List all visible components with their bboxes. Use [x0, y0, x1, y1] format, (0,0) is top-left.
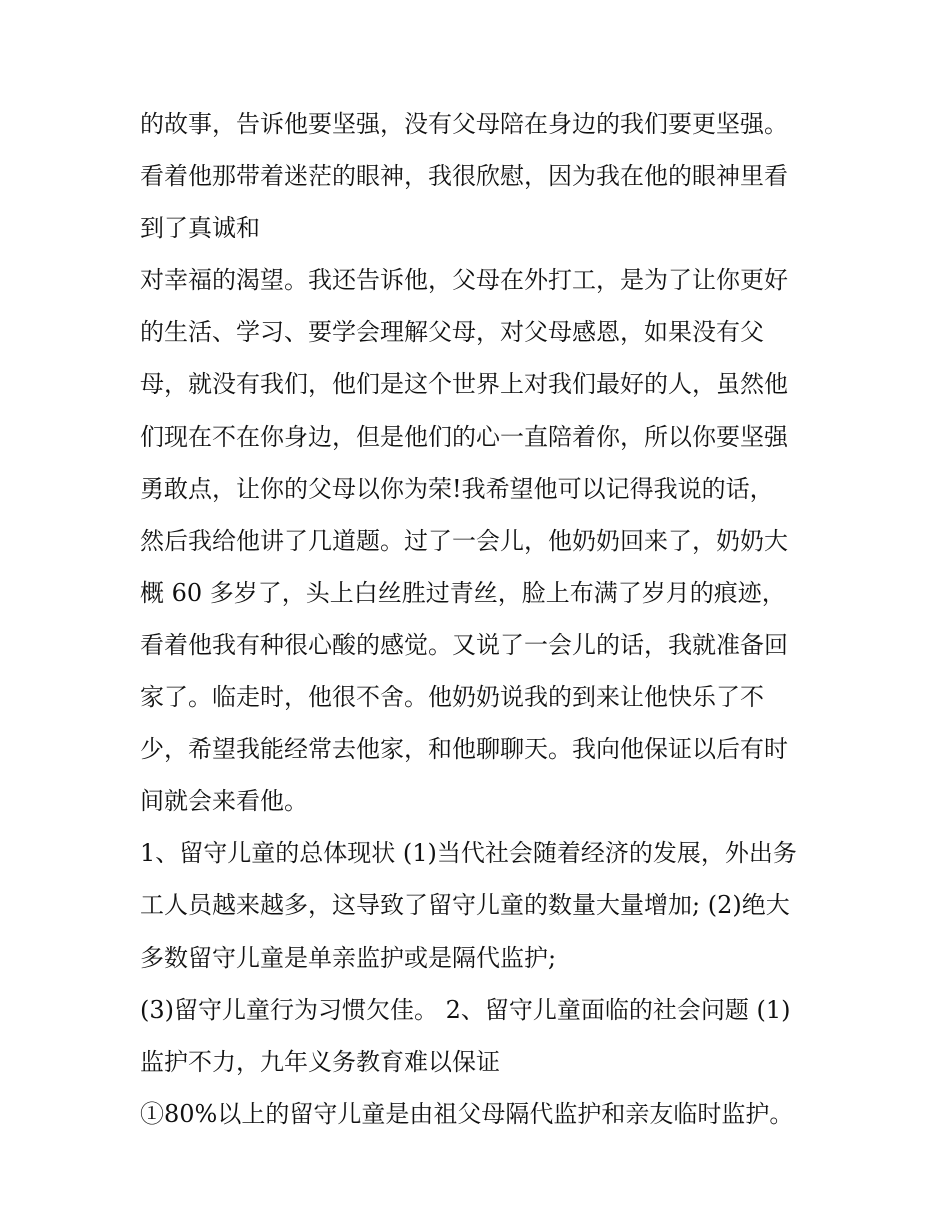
text-line: 家了。临走时，他很不舍。他奶奶说我的到来让他快乐了不 — [140, 683, 764, 712]
text-line: 概 60 多岁了，头上白丝胜过青丝，脸上布满了岁月的痕迹， — [140, 578, 786, 607]
text-line: 然后我给他讲了几道题。过了一会儿，他奶奶回来了，奶奶大 — [140, 526, 788, 555]
text-line: 多数留守儿童是单亲监护或是隔代监护; — [140, 943, 557, 972]
text-line: 的故事，告诉他要坚强，没有父母陪在身边的我们要更坚强。 — [140, 110, 788, 138]
text-line: ①80%以上的留守儿童是由祖父母隔代监护和亲友临时监护。 — [140, 1099, 794, 1128]
text-line: 的生活、学习、要学会理解父母，对父母感恩，如果没有父 — [140, 318, 764, 347]
text-line: 到了真诚和 — [140, 214, 260, 243]
text-line: 看着他我有种很心酸的感觉。又说了一会儿的话，我就准备回 — [140, 630, 788, 659]
text-line: 少，希望我能经常去他家，和他聊聊天。我向他保证以后有时 — [140, 735, 788, 764]
body-text — [140, 104, 820, 1146]
text-line: 对幸福的渴望。我还告诉他，父母在外打工，是为了让你更好 — [140, 266, 788, 295]
text-line: 1、留守儿童的总体现状 (1)当代社会随着经济的发展，外出务 — [140, 839, 797, 868]
text-line: (3)留守儿童行为习惯欠佳。 2、留守儿童面临的社会问题 (1) — [140, 995, 791, 1024]
text-line: 工人员越来越多，这导致了留守儿童的数量大量增加; (2)绝大 — [140, 891, 790, 920]
text-line: 勇敢点，让你的父母以你为荣!我希望他可以记得我说的话， — [140, 474, 774, 503]
text-line: 们现在不在你身边，但是他们的心一直陪着你，所以你要坚强 — [140, 422, 788, 451]
text-line: 监护不力，九年义务教育难以保证 — [140, 1047, 500, 1076]
text-line: 看着他那带着迷茫的眼神，我很欣慰，因为我在他的眼神里看 — [140, 162, 788, 191]
text-line: 母，就没有我们，他们是这个世界上对我们最好的人，虽然他 — [140, 370, 788, 399]
text-line: 间就会来看他。 — [140, 787, 308, 816]
